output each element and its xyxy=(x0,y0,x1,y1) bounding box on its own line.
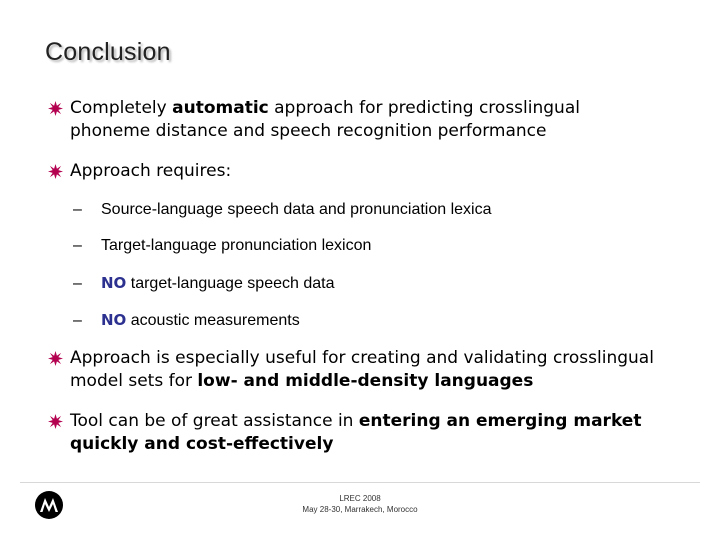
starburst-bullet-icon xyxy=(48,351,63,366)
starburst-bullet-icon xyxy=(48,101,63,116)
sub-item-1: – Source-language speech data and pronunciation lexica xyxy=(73,201,492,218)
bullet-1-line-2: phoneme distance and speech recognition performance xyxy=(70,121,547,141)
no-emphasis: NO xyxy=(101,311,127,329)
bullet-2-text: Approach requires: xyxy=(70,161,232,181)
bullet-1-line-1: Completely automatic approach for predicting crosslingual xyxy=(70,98,580,118)
bullet-item-2 xyxy=(48,160,231,183)
footer-divider xyxy=(20,482,700,483)
no-emphasis: NO xyxy=(101,274,127,292)
sub-item-4: – NO acoustic measurements xyxy=(73,311,300,329)
bullet-4-line-2: quickly and cost-effectively xyxy=(70,434,334,454)
footer-conference: LREC 2008 xyxy=(339,494,381,503)
starburst-bullet-icon xyxy=(48,414,63,429)
bullet-item-3 xyxy=(48,347,654,393)
bullet-4-line-1: Tool can be of great assistance in entering an emerging market xyxy=(70,411,642,431)
footer-date-location: May 28-30, Marrakech, Morocco xyxy=(302,505,418,514)
sub-item-2: – Target-language pronunciation lexicon xyxy=(73,237,372,254)
bullet-item-4 xyxy=(48,410,641,456)
sub-item-3: – NO target-language speech data xyxy=(73,274,335,292)
slide-title: Conclusion xyxy=(45,38,171,66)
starburst-bullet-icon xyxy=(48,164,63,179)
bullet-3-line-1: Approach is especially useful for creating and validating crosslingual xyxy=(70,348,654,368)
bullet-3-line-2: model sets for low- and middle-density languages xyxy=(70,371,534,391)
bullet-item-1 xyxy=(48,97,580,143)
